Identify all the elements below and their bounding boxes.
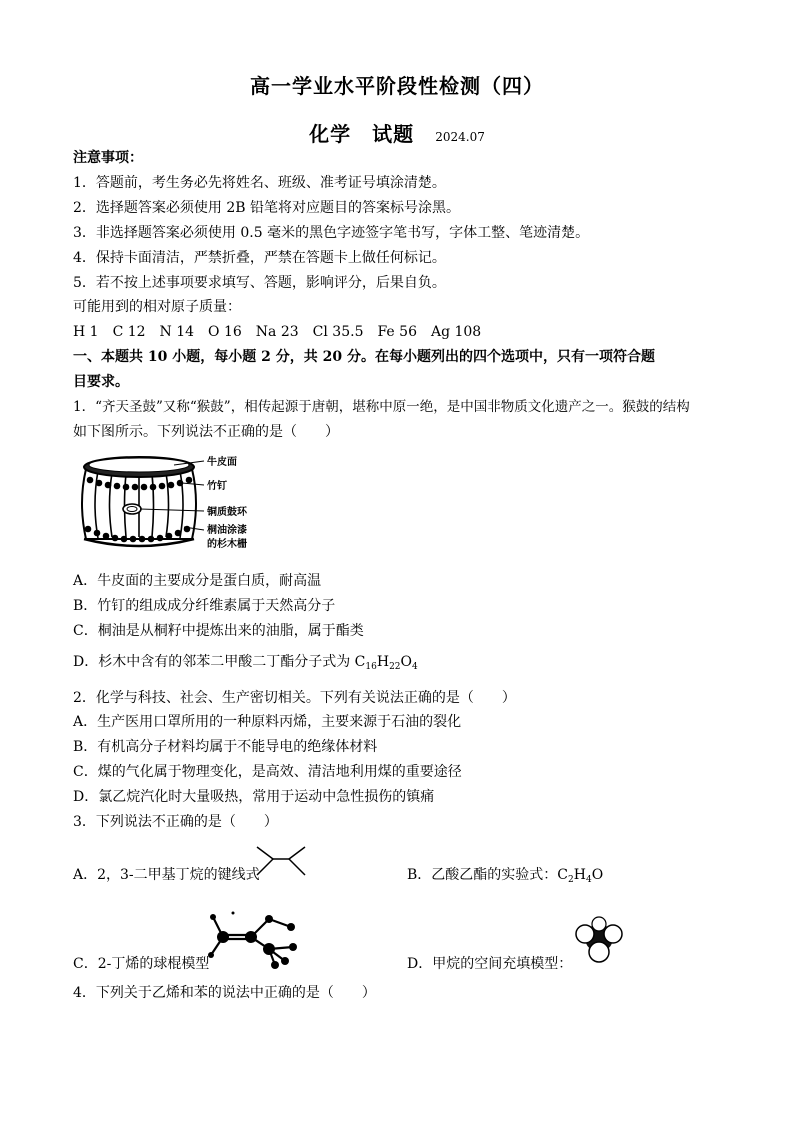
formula-sub-4: 4 <box>412 662 418 672</box>
formula-o: O <box>400 654 412 670</box>
space-filling-model-figure <box>573 914 625 964</box>
q1-option-d-text: D．杉木中含有的邻苯二甲酸二丁酯分子式为 C <box>73 654 366 670</box>
atomic-masses: H 1 C 12 N 14 O 16 Na 23 Cl 35.5 Fe 56 Ag 108 <box>73 324 482 340</box>
ball-stick-model-icon <box>203 909 313 971</box>
q2-stem: 2．化学与科技、社会、生产密切相关。下列有关说法正确的是（ ） <box>73 690 516 706</box>
fig-label-bamboo-nail: 竹钉 <box>207 481 227 492</box>
q1-option-a: A．牛皮面的主要成分是蛋白质，耐高温 <box>73 573 322 589</box>
exam-title: 高一学业水平阶段性检测（四） <box>250 74 544 98</box>
fig-label-copper-ring: 铜质鼓环 <box>207 507 247 518</box>
notice-item-4: 4．保持卡面清洁，严禁折叠，严禁在答题卡上做任何标记。 <box>73 250 446 266</box>
notice-item-2: 2．选择题答案必须使用 2B 铅笔将对应题目的答案标号涂黑。 <box>73 200 461 216</box>
q1-option-c: C．桐油是从桐籽中提炼出来的油脂，属于酯类 <box>73 623 364 639</box>
fig-label-fir-stave: 的杉木栅 <box>207 539 247 550</box>
q3-option-a: A．2，3-二甲基丁烷的键线式 <box>73 867 260 883</box>
formula-sub-16: 16 <box>365 662 377 672</box>
formula-sub-2: 2 <box>568 875 574 885</box>
notice-heading: 注意事项： <box>73 150 143 166</box>
fig-label-tung-oil: 桐油涂漆 <box>207 525 247 536</box>
section1-instruction: 一、本题共 10 小题，每小题 2 分，共 20 分。在每小题列出的四个选项中，只有一项符合题 <box>73 349 655 365</box>
drum-figure <box>74 447 254 559</box>
formula-h: H <box>573 867 586 883</box>
skeletal-formula-figure <box>255 843 307 883</box>
notice-item-5: 5．若不按上述事项要求填写、答题，影响评分，后果自负。 <box>73 275 446 291</box>
q1-stem-cont: 如下图所示。下列说法不正确的是（ ） <box>73 424 339 440</box>
space-filling-model-icon <box>573 914 625 964</box>
q2-option-a: A．生产医用口罩所用的一种原料丙烯，主要来源于石油的裂化 <box>73 714 462 730</box>
section1-instruction-cont: 目要求。 <box>73 374 129 390</box>
drum-illustration-icon <box>74 447 254 559</box>
q2-option-d: D．氯乙烷汽化时大量吸热，常用于运动中急性损伤的镇痛 <box>73 789 435 805</box>
q3-option-c: C．2-丁烯的球棍模型 <box>73 956 210 972</box>
exam-subtitle <box>0 118 794 147</box>
q3-option-d: D．甲烷的空间充填模型： <box>407 956 573 972</box>
q2-option-c: C．煤的气化属于物理变化，是高效、清洁地利用煤的重要途径 <box>73 764 462 780</box>
q1-option-d <box>73 652 418 672</box>
q3-stem: 3．下列说法不正确的是（ ） <box>73 814 278 830</box>
skeletal-formula-icon <box>255 843 307 883</box>
ball-stick-model-figure <box>203 909 313 971</box>
atomic-mass-heading: 可能用到的相对原子质量： <box>73 299 241 315</box>
exam-date: 2024.07 <box>435 130 485 144</box>
notice-item-3: 3．非选择题答案必须使用 0.5 毫米的黑色字迹签字笔书写，字体工整、笔迹清楚。 <box>73 225 590 241</box>
formula-sub-22: 22 <box>389 662 401 672</box>
formula-o: O <box>591 867 604 883</box>
subject-title: 化学 试题 <box>309 122 415 146</box>
q3-option-b <box>407 865 603 885</box>
q1-stem: 1．“齐天圣鼓”又称“猴鼓”，相传起源于唐朝，堪称中原一绝，是中国非物质文化遗产之一。猴鼓的结构 <box>73 399 690 415</box>
q4-stem: 4．下列关于乙烯和苯的说法中正确的是（ ） <box>73 985 376 1001</box>
fig-label-cowhide: 牛皮面 <box>207 457 237 468</box>
formula-h: H <box>376 654 390 670</box>
q1-option-b: B．竹钉的组成成分纤维素属于天然高分子 <box>73 598 336 614</box>
q3-option-b-text: B．乙酸乙酯的实验式：C <box>407 867 568 883</box>
notice-item-1: 1．答题前，考生务必先将姓名、班级、准考证号填涂清楚。 <box>73 175 446 191</box>
q2-option-b: B．有机高分子材料均属于不能导电的绝缘体材料 <box>73 739 378 755</box>
formula-sub-4: 4 <box>585 875 592 885</box>
